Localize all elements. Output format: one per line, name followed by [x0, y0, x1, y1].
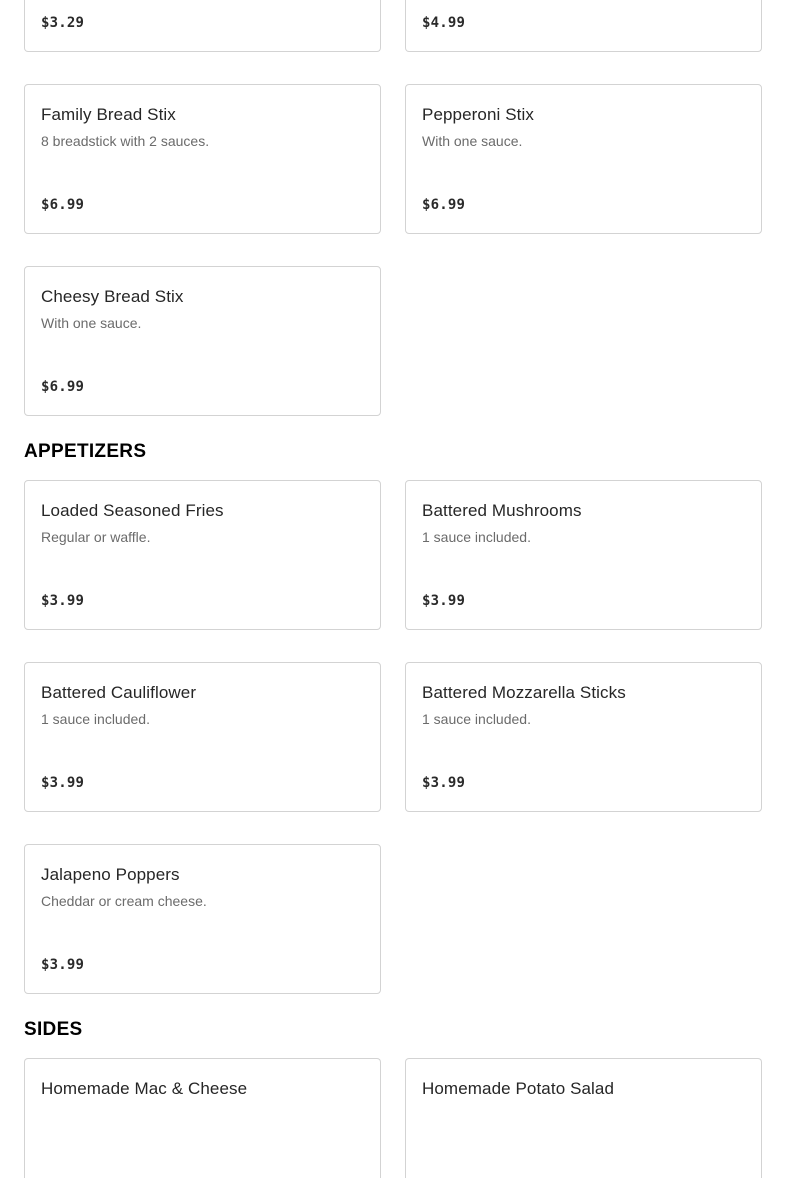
- menu-item-card[interactable]: [24, 662, 381, 812]
- menu-item-card[interactable]: [405, 84, 762, 234]
- item-price: $3.99: [41, 593, 85, 609]
- menu-item-card[interactable]: [405, 0, 762, 52]
- menu-item-card[interactable]: [405, 1058, 762, 1178]
- item-price: $6.99: [41, 197, 85, 213]
- item-name: Cheesy Bread Stix: [41, 287, 184, 306]
- menu-item-card[interactable]: [24, 480, 381, 630]
- item-price: $6.99: [422, 197, 466, 213]
- item-price: $6.99: [41, 379, 85, 395]
- menu-item-card[interactable]: [24, 84, 381, 234]
- menu-item-card[interactable]: [24, 266, 381, 416]
- item-price: $3.99: [41, 957, 85, 973]
- item-description: 1 sauce included.: [41, 711, 150, 727]
- item-description: 8 breadstick with 2 sauces.: [41, 133, 210, 149]
- menu-item-card[interactable]: [24, 844, 381, 994]
- item-description: Regular or waffle.: [41, 529, 151, 545]
- item-name: Family Bread Stix: [41, 105, 176, 124]
- item-price: $3.99: [41, 775, 85, 791]
- item-name: Battered Mushrooms: [422, 501, 582, 520]
- item-price: $3.99: [422, 775, 466, 791]
- item-description: With one sauce.: [422, 133, 523, 149]
- item-description: 1 sauce included.: [422, 529, 531, 545]
- menu-item-card[interactable]: [405, 480, 762, 630]
- item-description: With one sauce.: [41, 315, 142, 331]
- menu-item-card[interactable]: [24, 0, 381, 52]
- item-name: Loaded Seasoned Fries: [41, 501, 224, 520]
- item-name: Homemade Potato Salad: [422, 1079, 615, 1098]
- item-name: Jalapeno Poppers: [41, 865, 180, 884]
- item-name: Homemade Mac & Cheese: [41, 1079, 248, 1098]
- item-price: $4.99: [422, 15, 466, 31]
- section-title-sides: SIDES: [24, 1019, 83, 1040]
- item-price: $3.29: [41, 15, 85, 31]
- menu-item-card[interactable]: [405, 662, 762, 812]
- item-name: Battered Mozzarella Sticks: [422, 683, 626, 702]
- item-name: Pepperoni Stix: [422, 105, 534, 124]
- section-title-appetizers: APPETIZERS: [24, 441, 147, 462]
- item-description: 1 sauce included.: [422, 711, 531, 727]
- menu-item-card[interactable]: [24, 1058, 381, 1178]
- item-price: $3.99: [422, 593, 466, 609]
- item-name: Battered Cauliflower: [41, 683, 197, 702]
- item-description: Cheddar or cream cheese.: [41, 893, 207, 909]
